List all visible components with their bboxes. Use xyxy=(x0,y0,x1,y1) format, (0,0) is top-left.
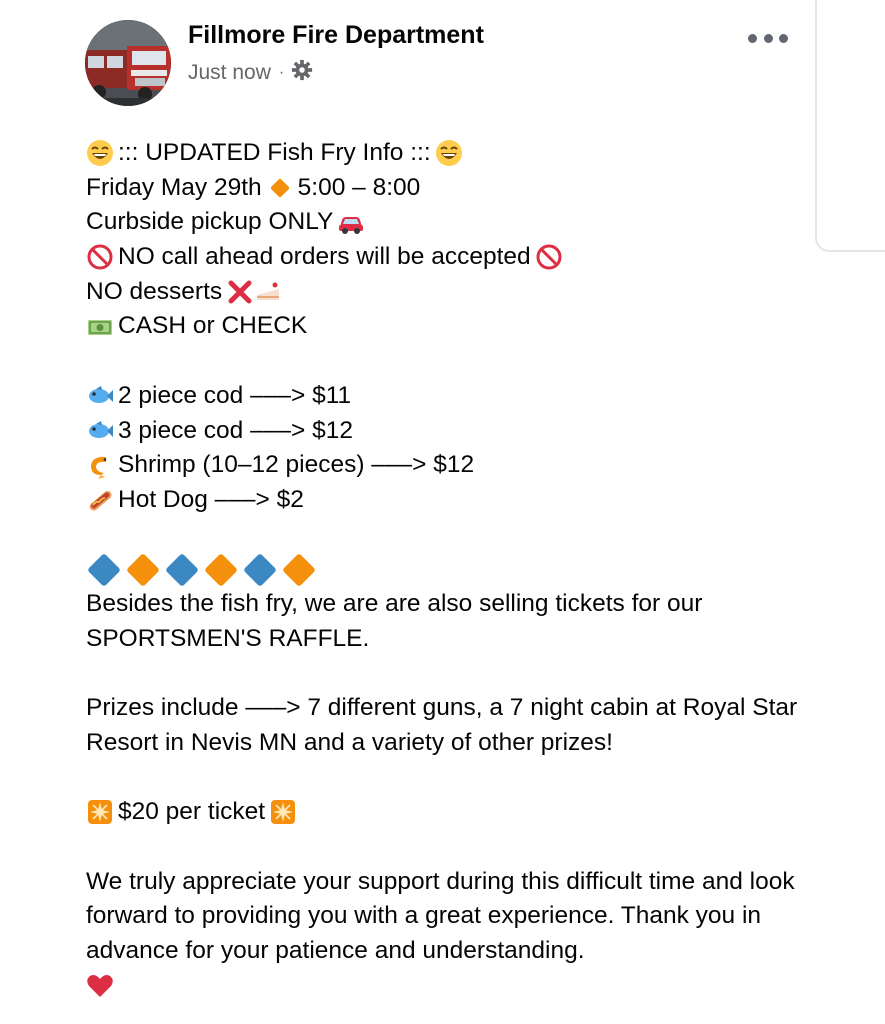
diamond-divider xyxy=(86,552,826,587)
ticket-price: $20 per ticket xyxy=(118,798,266,826)
shrimp-icon xyxy=(86,452,114,480)
meta-separator: · xyxy=(278,64,285,81)
more-options-icon[interactable] xyxy=(748,28,788,48)
menu-item xyxy=(86,414,826,449)
post-line xyxy=(86,205,826,240)
fish-icon xyxy=(86,417,114,445)
event-time: 5:00 – 8:00 xyxy=(297,173,421,201)
orange-diamond-icon xyxy=(126,553,160,587)
menu-item-text: Shrimp (10–12 pieces) –––> $12 xyxy=(118,451,475,479)
no-desserts: NO desserts xyxy=(86,277,223,305)
post-title: ::: UPDATED Fish Fry Info ::: xyxy=(118,139,431,166)
post-meta xyxy=(188,59,313,87)
hot-dog-icon xyxy=(86,486,114,514)
dollar-banknote-icon xyxy=(86,313,114,341)
timestamp[interactable]: Just now xyxy=(188,61,271,84)
menu-item xyxy=(86,379,826,414)
post-line xyxy=(86,969,826,1004)
menu-item-text: 2 piece cod –––> $11 xyxy=(118,381,352,409)
menu-item-text: 3 piece cod –––> $12 xyxy=(118,416,353,444)
red-heart-icon xyxy=(86,972,114,1000)
pickup-info: Curbside pickup ONLY xyxy=(86,208,334,236)
cross-mark-icon xyxy=(226,278,254,306)
author-name[interactable]: Fillmore Fire Department xyxy=(188,21,484,49)
menu-item xyxy=(86,448,826,483)
avatar[interactable] xyxy=(85,20,171,106)
grinning-face-icon xyxy=(86,139,114,167)
post-line xyxy=(86,240,826,275)
raffle-prizes: Prizes include –––> 7 different guns, a 7 night cabin at Royal Star Resort in Nevis MN and a variety of other prizes! xyxy=(86,694,798,756)
post-line xyxy=(86,171,826,206)
no-entry-icon xyxy=(86,243,114,271)
payment-methods: CASH or CHECK xyxy=(118,312,308,340)
gear-icon[interactable] xyxy=(291,59,313,87)
post-line xyxy=(86,309,826,344)
grinning-face-icon xyxy=(435,139,463,167)
thank-you-message: We truly appreciate your support during this difficult time and look forward to providing you with a great experience. Thank you in advance for your patience and understanding. xyxy=(86,867,795,964)
blue-diamond-icon xyxy=(87,553,121,587)
no-call-ahead: NO call ahead orders will be accepted xyxy=(118,243,531,271)
orange-diamond-icon xyxy=(204,553,238,587)
no-entry-icon xyxy=(535,243,563,271)
orange-diamond-icon xyxy=(282,553,316,587)
post-line xyxy=(86,275,826,310)
cake-slice-icon xyxy=(254,278,282,306)
sparkle-icon xyxy=(269,798,297,826)
post-body xyxy=(86,136,826,1003)
car-icon xyxy=(337,209,365,237)
sparkle-icon xyxy=(86,798,114,826)
blue-diamond-icon xyxy=(165,553,199,587)
fire-truck-photo xyxy=(85,20,171,106)
menu-item-text: Hot Dog –––> $2 xyxy=(118,485,304,513)
post-line xyxy=(86,795,826,830)
post-line xyxy=(86,136,826,171)
raffle-intro: Besides the fish fry, we are are also selling tickets for our SPORTSMEN'S RAFFLE. xyxy=(86,589,703,652)
event-date: Friday May 29th xyxy=(86,173,262,201)
menu-item xyxy=(86,483,826,518)
fish-icon xyxy=(86,382,114,410)
orange-diamond-icon xyxy=(266,174,294,202)
blue-diamond-icon xyxy=(243,553,277,587)
